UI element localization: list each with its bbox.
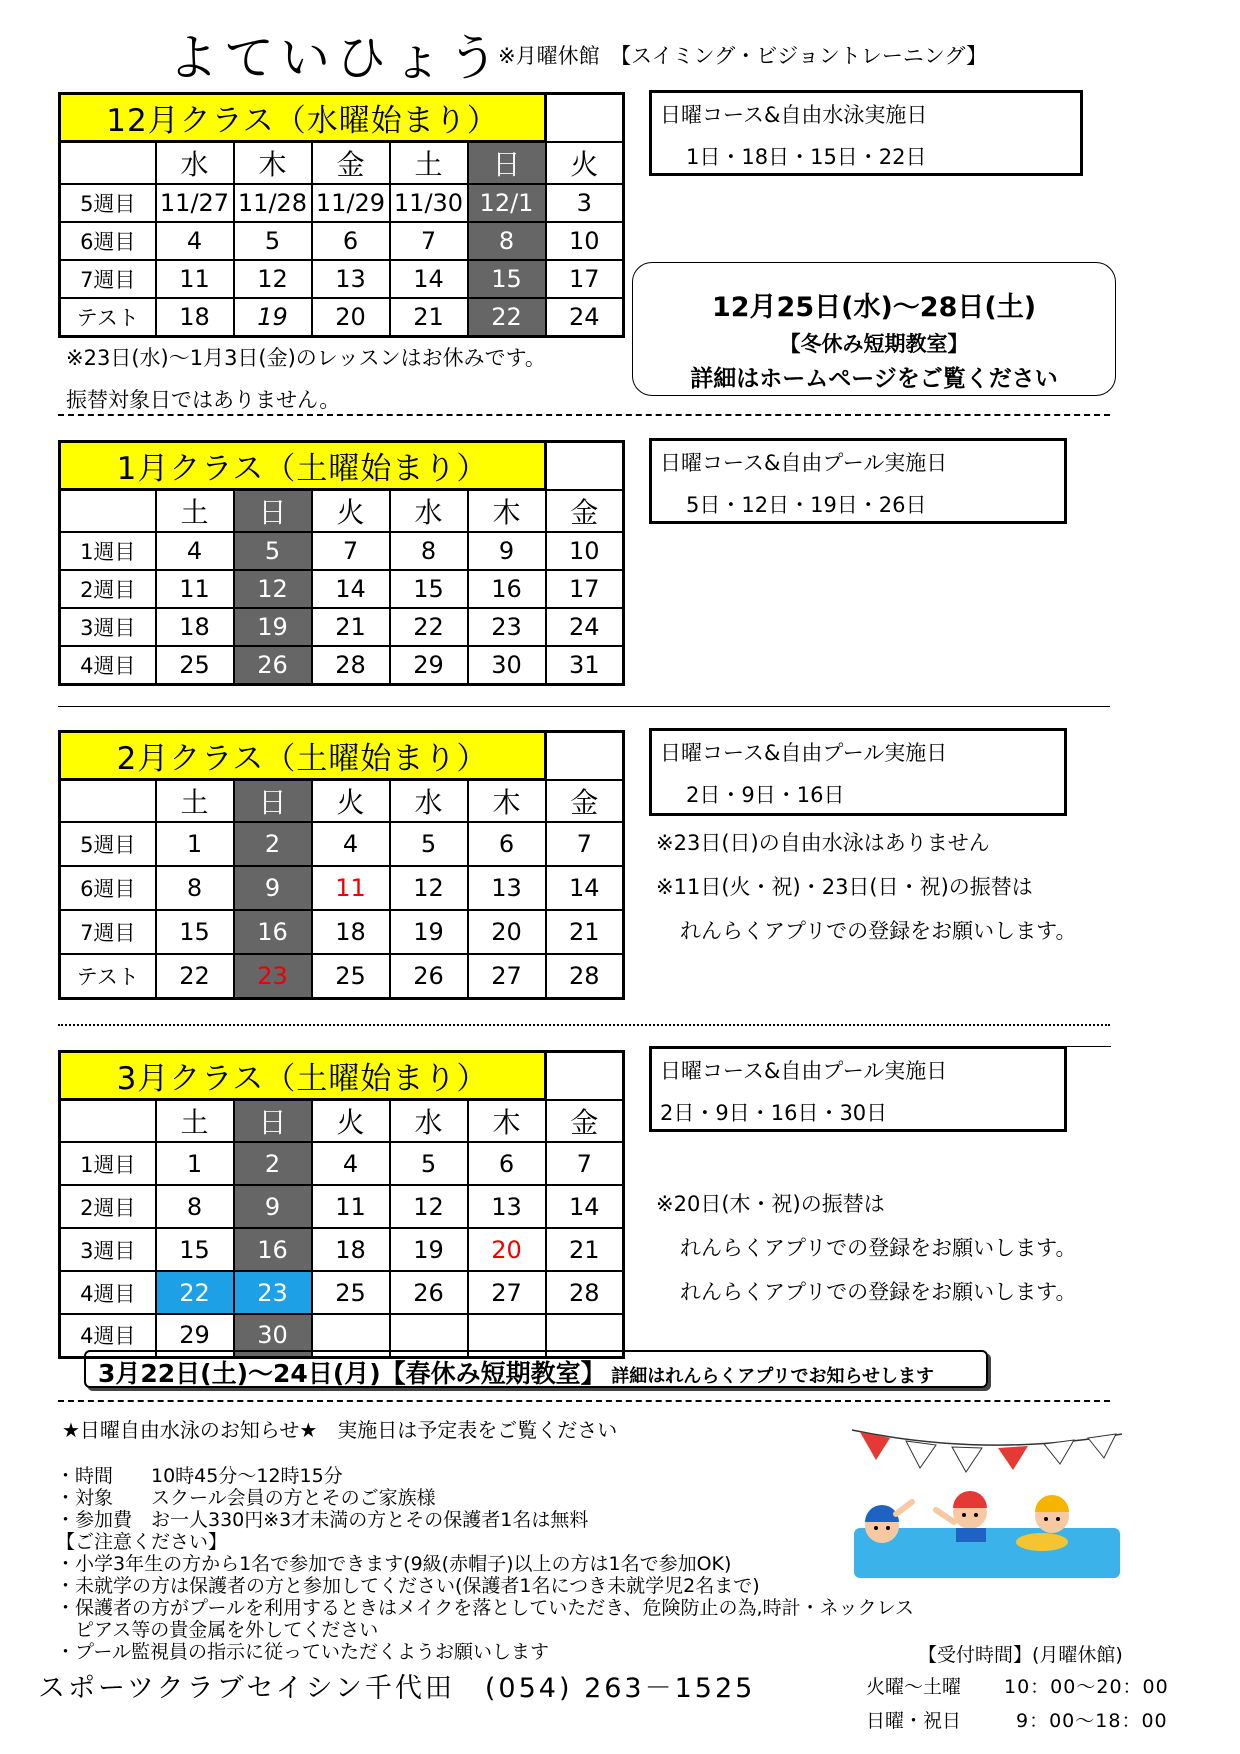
february-band: 2月クラス（土曜始まり）	[60, 732, 546, 780]
date-cell: 20	[468, 910, 546, 954]
date-cell: 1	[156, 822, 234, 866]
divider	[58, 1400, 1110, 1402]
date-cell: 8	[156, 866, 234, 910]
day-header: 金	[546, 490, 624, 533]
info-dates: 2日・9日・16日・30日	[660, 1101, 888, 1125]
spring-course-title: 3月22日(土)～24日(月)【春休み短期教室】	[98, 1359, 606, 1388]
info-title: 日曜コース&自由水泳実施日	[660, 103, 928, 127]
footer-line: ・未就学の方は保護者の方と参加してください(保護者1名につき未就学児2名まで)	[56, 1575, 760, 1597]
week-label: 1週目	[60, 532, 156, 570]
march-note-1: ※20日(木・祝)の振替は	[656, 1192, 885, 1216]
day-header: 金	[546, 1100, 624, 1143]
date-cell: 11	[156, 570, 234, 608]
date-cell-sunday: 2	[234, 822, 312, 866]
december-sunday-info	[649, 90, 1083, 176]
winter-course-box	[632, 262, 1116, 396]
info-title: 日曜コース&自由プール実施日	[660, 741, 948, 765]
date-cell: 28	[546, 954, 624, 998]
january-band: 1月クラス（土曜始まり）	[60, 442, 546, 490]
date-cell: 17	[546, 570, 624, 608]
date-cell: 21	[546, 1228, 624, 1271]
hours-weekday-time: 10：00～20：00	[1004, 1676, 1169, 1698]
week-label: 5週目	[60, 822, 156, 866]
week-label: テスト	[60, 954, 156, 998]
day-header: 火	[312, 1100, 390, 1143]
december-calendar	[58, 92, 625, 338]
date-cell: 7	[546, 822, 624, 866]
december-note-1: ※23日(水)～1月3日(金)のレッスンはお休みです。	[66, 346, 546, 370]
divider	[58, 706, 1110, 707]
date-cell: 13	[312, 260, 390, 298]
date-cell: 14	[546, 1185, 624, 1228]
corner-cell	[60, 780, 156, 823]
date-cell-highlight: 22	[156, 1271, 234, 1314]
date-cell: 7	[546, 1142, 624, 1185]
date-cell: 22	[156, 954, 234, 998]
week-label: 5週目	[60, 184, 156, 222]
date-cell: 6	[312, 222, 390, 260]
date-cell-highlight: 23	[234, 1271, 312, 1314]
date-cell-sunday: 26	[234, 646, 312, 685]
date-cell-sunday: 19	[234, 608, 312, 646]
date-cell: 9	[468, 532, 546, 570]
date-cell: 5	[234, 222, 312, 260]
winter-title: 【冬休み短期教室】	[779, 332, 969, 356]
swimming-kids-illustration	[846, 1418, 1126, 1588]
december-note-2: 振替対象日ではありません。	[66, 388, 341, 412]
day-header: 火	[312, 780, 390, 823]
info-title: 日曜コース&自由プール実施日	[660, 451, 948, 475]
day-header: 水	[390, 490, 468, 533]
date-cell: 25	[156, 646, 234, 685]
footer-line: ・時間 10時45分～12時15分	[56, 1465, 343, 1487]
day-header: 土	[156, 780, 234, 823]
date-cell-holiday: 20	[468, 1228, 546, 1271]
date-cell: 17	[546, 260, 624, 298]
date-cell: 15	[156, 910, 234, 954]
date-cell: 20	[312, 298, 390, 337]
page-subtitle: ※月曜休館 【スイミング・ビジョントレーニング】	[498, 44, 988, 68]
date-cell: 28	[312, 646, 390, 685]
march-calendar	[58, 1050, 625, 1359]
bunting-flags-icon	[852, 1430, 1122, 1472]
date-cell: 13	[468, 866, 546, 910]
date-cell: 14	[546, 866, 624, 910]
footer-line: ・小学3年生の方から1名で参加できます(9級(赤帽子)以上の方は1名で参加OK)	[56, 1553, 732, 1575]
date-cell: 7	[390, 222, 468, 260]
date-cell-sunday: 16	[234, 1228, 312, 1271]
march-band: 3月クラス（土曜始まり）	[60, 1052, 546, 1100]
day-header-sunday: 日	[234, 1100, 312, 1143]
week-label: 4週目	[60, 646, 156, 685]
day-header: 土	[390, 142, 468, 185]
divider	[58, 414, 1110, 416]
day-header: 木	[468, 780, 546, 823]
date-cell-sunday: 12/1	[468, 184, 546, 222]
winter-detail: 詳細はホームページをご覧ください	[690, 366, 1058, 392]
week-label: 3週目	[60, 1228, 156, 1271]
footer-line: ・保護者の方がプールを利用するときはメイクを落としていただき、危険防止の為,時計・ネックレス	[56, 1597, 915, 1619]
date-cell: 18	[156, 608, 234, 646]
info-dates: 2日・9日・16日	[686, 783, 845, 807]
date-cell-sunday: 12	[234, 570, 312, 608]
date-cell: 11/30	[390, 184, 468, 222]
week-label: 4週目	[60, 1314, 156, 1357]
date-cell: 3	[546, 184, 624, 222]
day-header-sunday: 日	[234, 780, 312, 823]
date-cell: 11/29	[312, 184, 390, 222]
winter-dates: 12月25日(水)～28日(土)	[711, 292, 1037, 323]
day-header: 水	[390, 1100, 468, 1143]
date-cell: 29	[156, 1314, 234, 1357]
date-cell: 27	[468, 954, 546, 998]
week-label: 3週目	[60, 608, 156, 646]
hours-weekday-label: 火曜～土曜	[866, 1676, 962, 1698]
date-cell-sunday: 15	[468, 260, 546, 298]
date-cell: 21	[546, 910, 624, 954]
week-label: 2週目	[60, 1185, 156, 1228]
date-cell-holiday: 11	[312, 866, 390, 910]
day-header-sunday: 日	[234, 490, 312, 533]
day-header: 水	[156, 142, 234, 185]
date-cell: 12	[390, 866, 468, 910]
day-header: 木	[234, 142, 312, 185]
day-header-sunday: 日	[468, 142, 546, 185]
day-header: 土	[156, 1100, 234, 1143]
date-cell-sunday: 2	[234, 1142, 312, 1185]
week-label: 2週目	[60, 570, 156, 608]
date-cell: 18	[156, 298, 234, 337]
date-cell: 4	[312, 1142, 390, 1185]
date-cell-sunday: 16	[234, 910, 312, 954]
date-cell: 11/27	[156, 184, 234, 222]
date-cell: 25	[312, 1271, 390, 1314]
hours-title: 【受付時間】(月曜休館)	[918, 1644, 1123, 1666]
date-cell: 22	[390, 608, 468, 646]
footer-line: ピアス等の貴金属を外してください	[56, 1619, 379, 1641]
date-cell: 27	[468, 1271, 546, 1314]
december-band: 12月クラス（水曜始まり）	[60, 94, 546, 142]
date-cell: 12	[390, 1185, 468, 1228]
day-header: 木	[468, 1100, 546, 1143]
february-calendar	[58, 730, 625, 1000]
date-cell: 13	[468, 1185, 546, 1228]
february-note-3: れんらくアプリでの登録をお願いします。	[680, 919, 1077, 943]
date-cell: 16	[468, 570, 546, 608]
february-note-1: ※23日(日)の自由水泳はありません	[656, 831, 990, 855]
date-cell: 4	[156, 532, 234, 570]
date-cell: 15	[156, 1228, 234, 1271]
date-cell: 6	[468, 1142, 546, 1185]
date-cell: 19	[390, 1228, 468, 1271]
date-cell: 5	[390, 822, 468, 866]
february-note-2: ※11日(火・祝)・23日(日・祝)の振替は	[656, 875, 1033, 899]
january-sunday-info	[649, 438, 1067, 524]
date-cell-sunday: 9	[234, 866, 312, 910]
week-label: 1週目	[60, 1142, 156, 1185]
january-calendar	[58, 440, 625, 686]
date-cell: 7	[312, 532, 390, 570]
date-cell: 24	[546, 608, 624, 646]
date-cell: 21	[390, 298, 468, 337]
divider	[58, 1024, 1110, 1026]
date-cell-sunday: 30	[234, 1314, 312, 1357]
week-label: 7週目	[60, 910, 156, 954]
february-sunday-info	[649, 728, 1067, 816]
day-header: 木	[468, 490, 546, 533]
date-cell: 15	[390, 570, 468, 608]
date-cell: 8	[390, 532, 468, 570]
day-header: 火	[546, 142, 624, 185]
date-cell: 5	[390, 1142, 468, 1185]
march-sunday-info	[649, 1046, 1067, 1132]
day-header: 金	[312, 142, 390, 185]
march-note-3: れんらくアプリでの登録をお願いします。	[680, 1280, 1077, 1304]
day-header: 土	[156, 490, 234, 533]
date-cell: 12	[234, 260, 312, 298]
date-cell-sunday-holiday: 23	[234, 954, 312, 998]
date-cell: 26	[390, 1271, 468, 1314]
week-label: 7週目	[60, 260, 156, 298]
day-header: 火	[312, 490, 390, 533]
week-label: 4週目	[60, 1271, 156, 1314]
day-header: 水	[390, 780, 468, 823]
hours-sunday-time: 9：00～18：00	[1016, 1710, 1168, 1732]
date-cell: 6	[468, 822, 546, 866]
page-title: よていひょう	[168, 29, 504, 87]
date-cell: 14	[312, 570, 390, 608]
date-cell: 25	[312, 954, 390, 998]
footer-line: ・プール監視員の指示に従っていただくようお願いします	[56, 1641, 550, 1663]
corner-cell	[60, 142, 156, 185]
date-cell: 28	[546, 1271, 624, 1314]
date-cell: 23	[468, 608, 546, 646]
date-cell: 11	[156, 260, 234, 298]
date-cell: 18	[312, 910, 390, 954]
footer-line: 【ご注意ください】	[56, 1531, 228, 1553]
date-cell: 19	[390, 910, 468, 954]
week-label: 6週目	[60, 866, 156, 910]
date-cell: 10	[546, 532, 624, 570]
info-dates: 1日・18日・15日・22日	[686, 145, 927, 169]
date-cell: 8	[156, 1185, 234, 1228]
swimmer-yellow-cap-icon	[1016, 1495, 1069, 1551]
date-cell: 30	[468, 646, 546, 685]
date-cell: 11/28	[234, 184, 312, 222]
week-label: 6週目	[60, 222, 156, 260]
info-title: 日曜コース&自由プール実施日	[660, 1059, 948, 1083]
date-cell: 4	[312, 822, 390, 866]
date-cell: 31	[546, 646, 624, 685]
day-header: 金	[546, 780, 624, 823]
spring-course-detail: 詳細はれんらくアプリでお知らせします	[611, 1366, 935, 1387]
date-cell-sunday: 22	[468, 298, 546, 337]
divider-stub	[1067, 1046, 1111, 1047]
date-cell-sunday: 5	[234, 532, 312, 570]
corner-cell	[60, 1100, 156, 1143]
club-phone: スポーツクラブセイシン千代田 (054) 263－1525	[38, 1673, 756, 1704]
date-cell: 4	[156, 222, 234, 260]
date-cell: 14	[390, 260, 468, 298]
footer-line: ・参加費 お一人330円※3才未満の方とその保護者1名は無料	[56, 1509, 589, 1531]
date-cell: 21	[312, 608, 390, 646]
date-cell: 10	[546, 222, 624, 260]
week-label: テスト	[60, 298, 156, 337]
date-cell-sunday: 9	[234, 1185, 312, 1228]
date-cell: 11	[312, 1185, 390, 1228]
date-cell: 1	[156, 1142, 234, 1185]
date-cell: 24	[546, 298, 624, 337]
date-cell: 29	[390, 646, 468, 685]
date-cell: 18	[312, 1228, 390, 1271]
march-note-2: れんらくアプリでの登録をお願いします。	[680, 1236, 1077, 1260]
corner-cell	[60, 490, 156, 533]
date-cell-sunday: 8	[468, 222, 546, 260]
date-cell: 26	[390, 954, 468, 998]
hours-sunday-label: 日曜・祝日	[866, 1710, 962, 1732]
spring-course-banner	[84, 1350, 988, 1388]
footer-heading: ★日曜自由水泳のお知らせ★ 実施日は予定表をご覧ください	[62, 1418, 618, 1442]
footer-line: ・対象 スクール会員の方とそのご家族様	[56, 1487, 436, 1509]
date-cell: 19	[234, 298, 312, 337]
info-dates: 5日・12日・19日・26日	[686, 493, 927, 517]
